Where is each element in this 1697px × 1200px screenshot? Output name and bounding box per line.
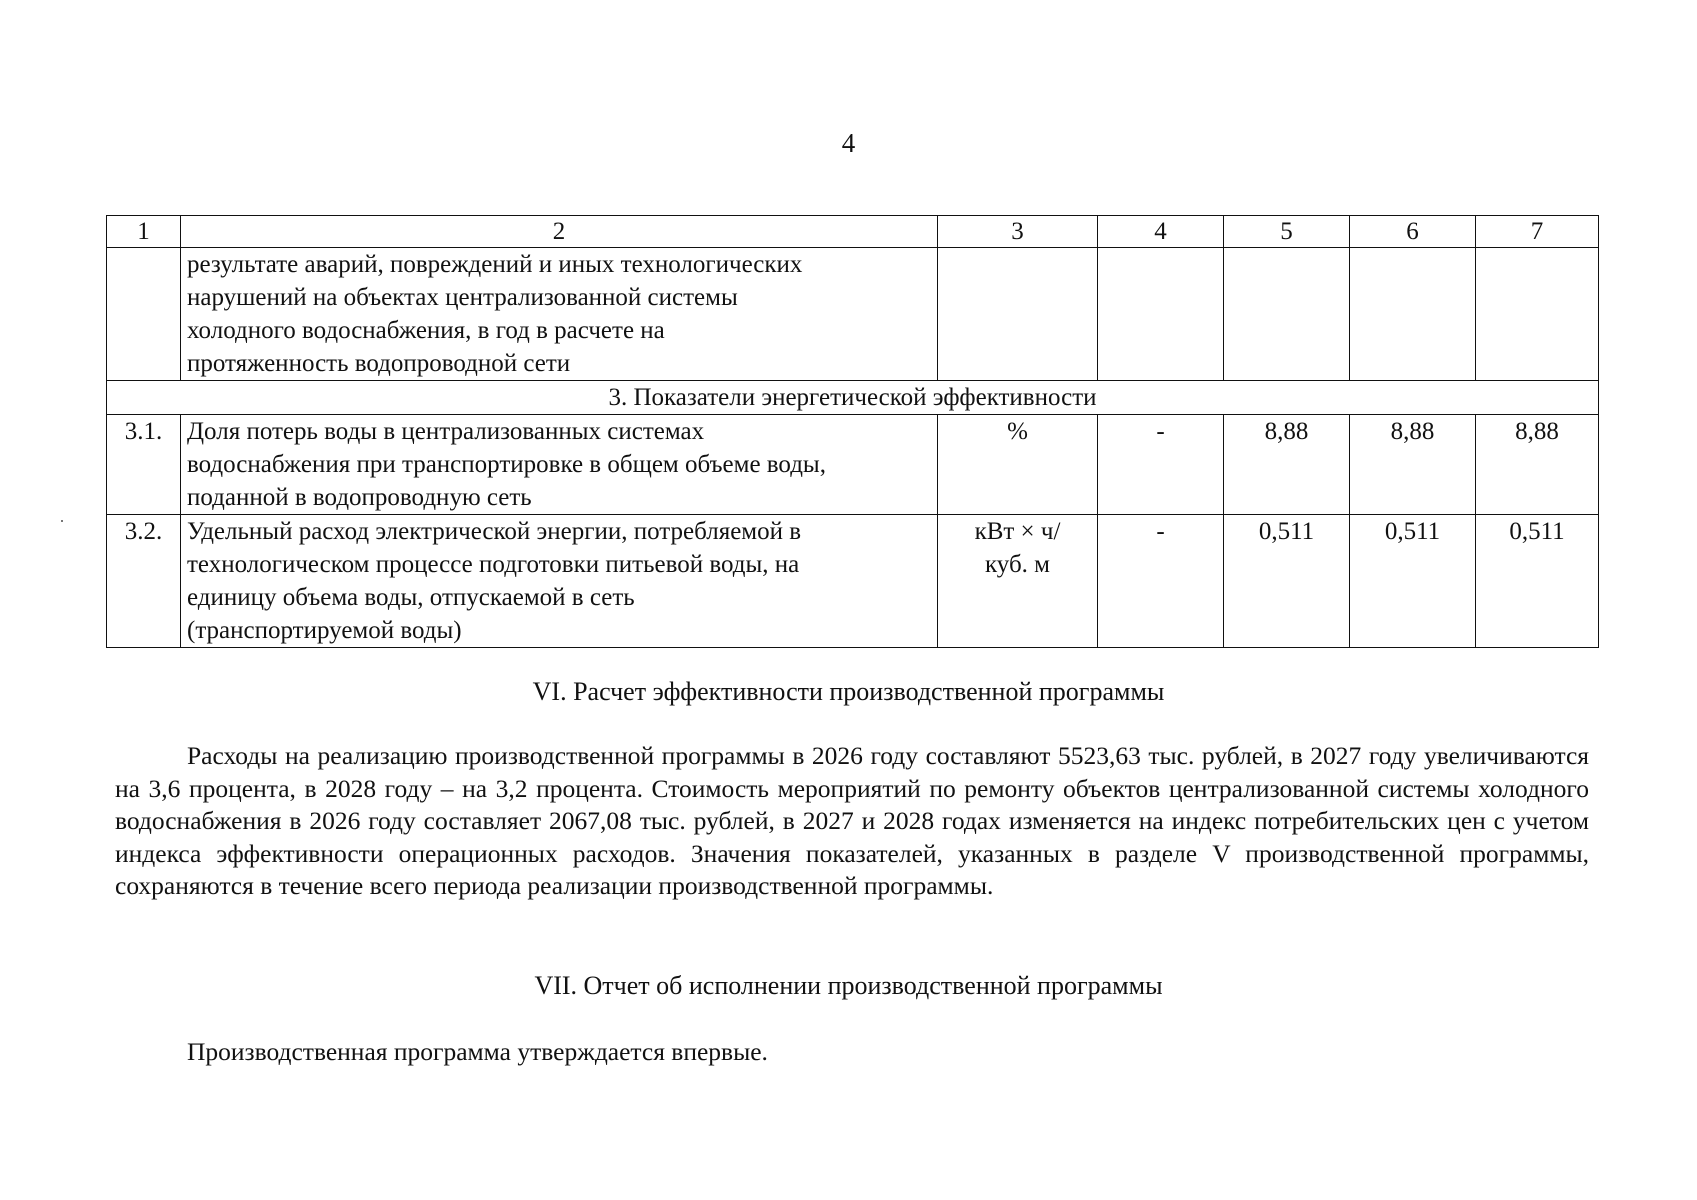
table-header-cell: 1	[107, 216, 181, 248]
table-header-cell: 3	[938, 216, 1098, 248]
table-header-cell: 4	[1098, 216, 1224, 248]
table-header-cell: 6	[1350, 216, 1476, 248]
col4-value: -	[1098, 515, 1224, 648]
table-row-3-1	[107, 415, 1599, 515]
description-line: Доля потерь воды в централизованных системах	[187, 418, 705, 445]
col5-value: 8,88	[1224, 415, 1350, 515]
table-header-row	[107, 216, 1599, 248]
unit-line: куб. м	[984, 551, 1050, 578]
unit-cell	[938, 415, 1098, 515]
col4-value: -	[1098, 415, 1224, 515]
col6-value: 0,511	[1350, 515, 1476, 648]
section-title: 3. Показатели энергетической эффективности	[107, 381, 1599, 415]
unit-cell	[938, 515, 1098, 648]
section-vi-paragraph: Расходы на реализацию производственной программы в 2026 году составляют 5523,63 тыс. рублей, в 2027 году увеличиваются на 3,6 процента, в 2028 году – на 3,2 процента. Стоимость мероприятий по ремонту объектов централизованной системы холодного водоснабжения в 2026 году составляет 2067,08 тыс. рублей, в 2027 и 2028 годах изменяется на индекс потребительских цен с учетом индекса эффективности операционных расходов. Значения показателей, указанных в разделе V производственной программы, сохраняются в течение всего периода реализации производственной программы.	[115, 741, 1589, 900]
table-header-cell: 2	[181, 216, 938, 248]
unit-line: кВт × ч/	[974, 518, 1061, 545]
table-row-continuation	[107, 248, 1599, 381]
col5-value: 0,511	[1224, 515, 1350, 648]
table-cell-col7	[1476, 248, 1599, 381]
section-vii-paragraph: Производственная программа утверждается впервые.	[187, 1037, 768, 1066]
row-number: 3.1.	[107, 415, 181, 515]
description-line: поданной в водопроводную сеть	[187, 484, 532, 511]
table-header-cell: 7	[1476, 216, 1599, 248]
col7-value: 8,88	[1476, 415, 1599, 515]
table-cell-description	[181, 515, 938, 648]
description-line: Удельный расход электрической энергии, потребляемой в	[187, 518, 802, 545]
description-line: результате аварий, повреждений и иных технологических	[187, 251, 803, 278]
section-vii-heading: VII. Отчет об исполнении производственной программы	[534, 971, 1163, 1000]
section-vi-heading: VI. Расчет эффективности производственной программы	[532, 677, 1165, 706]
description-line: нарушений на объектах централизованной системы	[187, 284, 738, 311]
table-cell-col5	[1224, 248, 1350, 381]
description-line: технологическом процессе подготовки питьевой воды, на	[187, 551, 800, 578]
description-line: протяженность водопроводной сети	[187, 350, 571, 377]
col7-value: 0,511	[1476, 515, 1599, 648]
indicators-table	[106, 215, 1599, 648]
table-cell-description	[181, 248, 938, 381]
col6-value: 8,88	[1350, 415, 1476, 515]
table-cell-col4	[1098, 248, 1224, 381]
description-line: (транспортируемой воды)	[187, 617, 462, 644]
description-line: водоснабжения при транспортировке в общем объеме воды,	[187, 451, 826, 478]
page-number: 4	[841, 128, 856, 158]
table-cell-num	[107, 248, 181, 381]
table-row-3-2	[107, 515, 1599, 648]
row-number: 3.2.	[107, 515, 181, 648]
table-cell-description	[181, 415, 938, 515]
unit-line: %	[1007, 418, 1028, 445]
table-section-row	[107, 381, 1599, 415]
description-line: единицу объема воды, отпускаемой в сеть	[187, 584, 635, 611]
table-cell-unit	[938, 248, 1098, 381]
table-cell-col6	[1350, 248, 1476, 381]
description-line: холодного водоснабжения, в год в расчете на	[187, 317, 665, 344]
scan-speck	[61, 520, 63, 522]
table-header-cell: 5	[1224, 216, 1350, 248]
